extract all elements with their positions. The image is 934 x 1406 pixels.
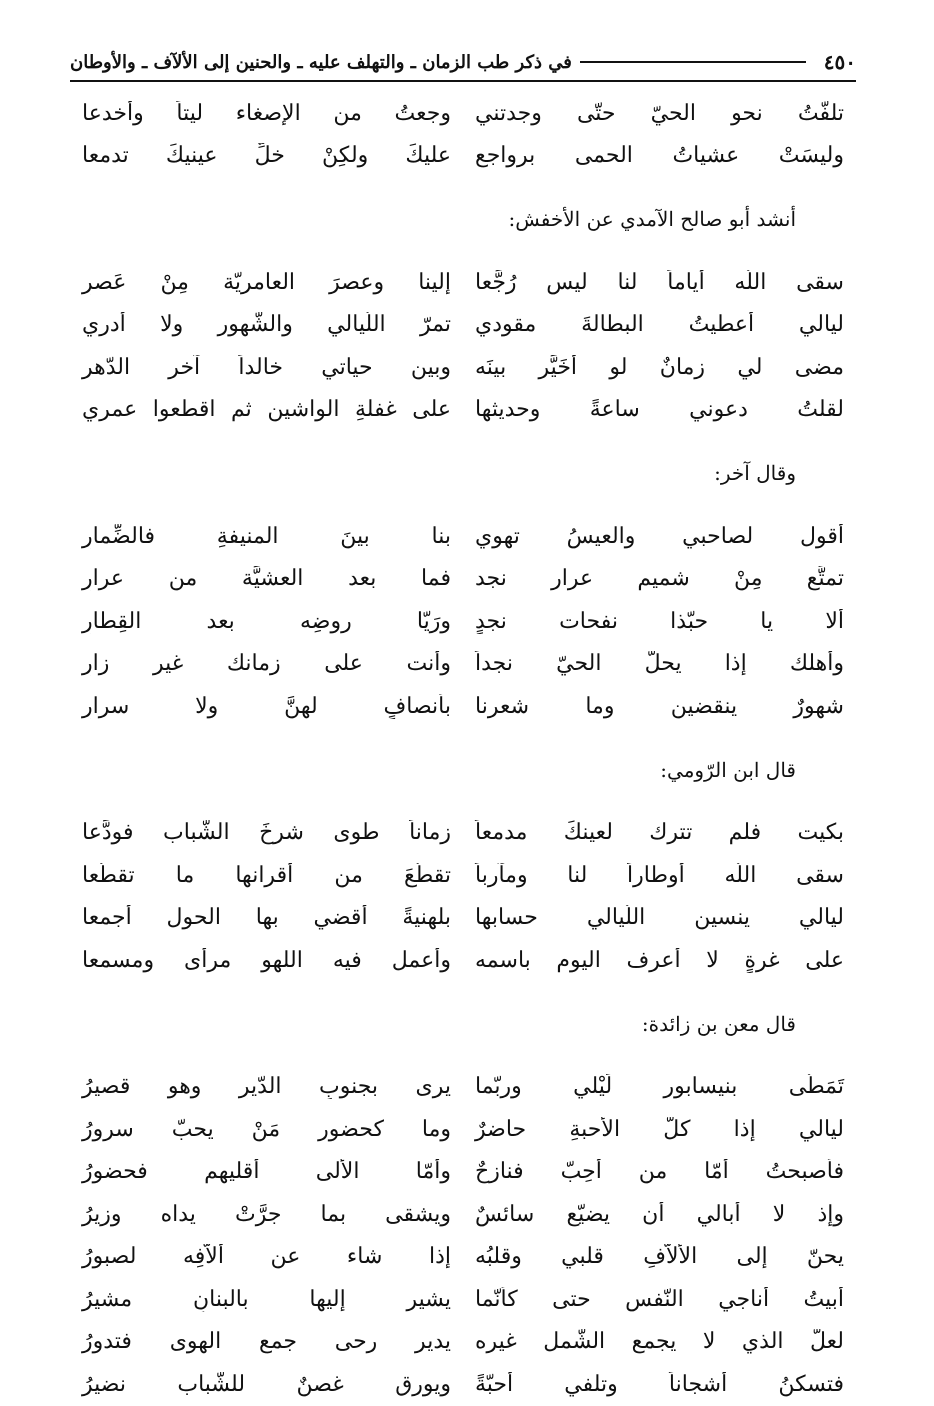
second-hemistich: على غفلةِ الواشين ثم اقطعوا عمري (82, 397, 451, 423)
second-hemistich: تقطَّعَ من أقرانها ما تقطَّعا (82, 862, 451, 888)
first-hemistich: يحنّ إلى الألاّفِ قلبي وقلبُه (475, 1244, 844, 1270)
couplet (70, 304, 856, 347)
section-gap (70, 431, 856, 451)
couplet (70, 1108, 856, 1151)
second-hemistich: ويورق غصنٌ للشّباب نضيرُ (82, 1371, 451, 1397)
couplet (70, 1066, 856, 1109)
intro-gap (70, 792, 856, 812)
first-hemistich: بكيت فلم تترك لعينكَ مدمعاً (475, 820, 844, 846)
couplet (70, 600, 856, 643)
section-gap (70, 982, 856, 1002)
couplet (70, 939, 856, 982)
intro-gap (70, 1046, 856, 1066)
second-hemistich: بلهنيةً أقضي بها الحول أجمعا (82, 905, 451, 931)
first-hemistich: فتسكنُ أشجاناً وتلفي أحبّةً (475, 1371, 844, 1397)
couplet (70, 1278, 856, 1321)
poem-intro: وقال آخر: (714, 461, 796, 485)
first-hemistich: ألا يا حبّذا نفحات نجدٍ (475, 608, 844, 634)
section-gap (70, 177, 856, 197)
couplet (70, 1193, 856, 1236)
couplet (70, 854, 856, 897)
second-hemistich: ورَيّا روضِه بعد القِطارِ (82, 608, 451, 634)
couplet (70, 685, 856, 728)
intro-gap (70, 495, 856, 515)
first-hemistich: وأهلك إذا يحلُّ الحيّ نجداً (475, 651, 844, 677)
couplet (70, 515, 856, 558)
first-hemistich: أقول لصاحبي والعيسُ تهوي (475, 523, 844, 549)
second-hemistich: زماناً طوى شرخَ الشّباب فودَّعا (82, 820, 451, 846)
first-hemistich: مضى لي زمانٌ لو أُخَيَّر بينَه (475, 354, 844, 380)
first-hemistich: فأصبحتُ أمّا من أُحِبّ فنازحٌ (475, 1159, 844, 1185)
couplet (70, 346, 856, 389)
first-hemistich: لقلتُ دعوني ساعةً وحديثها (475, 397, 844, 423)
couplet (70, 261, 856, 304)
second-hemistich: عليكَ ولكِنْ خلِّ عينيكَ تدمعا (82, 143, 451, 169)
couplet (70, 1363, 856, 1406)
second-hemistich: يدير رحى جمع الهوى فتدورُ (82, 1329, 451, 1355)
second-hemistich: وبين حياتي خالداً آخر الدّهرِ (82, 354, 451, 380)
second-hemistich: وجعتُ من الإصغاء ليتاً وأخدعا (82, 100, 451, 126)
second-hemistich: تمرّ اللّيالي والشّهور ولا أدري (82, 312, 451, 338)
couplet (70, 643, 856, 686)
first-hemistich: أبيتُ أناجي النّفس حتى كأنّما (475, 1286, 844, 1312)
couplet (70, 1236, 856, 1279)
first-hemistich: شهورٌ ينقضين وما شعرنا (475, 693, 844, 719)
poem-intro: قال ابن الرّومي: (660, 757, 796, 782)
first-hemistich: ليالي أُعطيتُ البطالةَ مقودي (475, 312, 844, 338)
poem-intro: قال معن بن زائدة: (641, 1011, 796, 1036)
second-hemistich: وأعمل فيه اللهو مرأى ومسمعا (82, 947, 451, 973)
first-hemistich: وليسَتْ عشياتُ الحمى برواجعٍ (475, 143, 844, 169)
poem-intro: أنشد أبو صالح الآمدي عن الأخفش: (508, 207, 796, 231)
second-hemistich: وأمّا الألى أقليهم فحضورُ (82, 1159, 451, 1185)
second-hemistich: يرى بجنوبِ الدّيرِ وهو قصيرُ (82, 1074, 451, 1100)
page-number: ٤٥٠ (823, 50, 856, 74)
page-header (70, 44, 856, 82)
couplet (70, 92, 856, 135)
second-hemistich: وما كحضور مَنْ يحبّ سرورُ (82, 1116, 451, 1142)
first-hemistich: تَمَطّى بنيسابور لَيْلي وربّما (475, 1074, 844, 1100)
running-title: في ذكر طب الزمان ـ والتهلف عليه ـ والحنين إلى الألآف ـ والأوطان (70, 51, 572, 73)
second-hemistich: إذا شاء عن أُلاّفِه لصبورُ (82, 1244, 451, 1270)
second-hemistich: وأنت على زمانك غير زارِ (82, 651, 451, 677)
couplet (70, 135, 856, 178)
second-hemistich: يشير إليها بالبنانِ مشيرُ (82, 1286, 451, 1312)
first-hemistich: لعلّ الذي لا يجمع الشّمل غيره (475, 1329, 844, 1355)
second-hemistich: بأنصافٍ لهنَّ ولا سرارِ (82, 693, 451, 719)
couplet (70, 812, 856, 855)
first-hemistich: ليالي ينسين اللّيالي حسابها (475, 905, 844, 931)
couplet (70, 389, 856, 432)
second-hemistich: بنا بينَ المنيفةِ فالضِّمارِ (82, 523, 451, 549)
intro-gap (70, 241, 856, 261)
first-hemistich: سقى اللّه أياماً لنا ليس رُجَّعا (475, 269, 844, 295)
couplet (70, 1151, 856, 1194)
poem-content (70, 92, 856, 1406)
couplet (70, 558, 856, 601)
couplet (70, 1321, 856, 1364)
couplet (70, 897, 856, 940)
first-hemistich: تمتَّع مِنْ شميم عرار نجد (475, 566, 844, 592)
header-rule (580, 61, 806, 63)
first-hemistich: على غرةٍ لا أعرف اليوم باسمه (475, 947, 844, 973)
first-hemistich: سقى اللّه أوطاراً لنا ومآرباً (475, 862, 844, 888)
second-hemistich: ويشقى بما جرَّتْ يداه وزيرُ (82, 1201, 451, 1227)
second-hemistich: فما بعد العشيَّة من عرارِ (82, 566, 451, 592)
first-hemistich: تلفّتُ نحو الحيّ حتّى وجدتني (475, 100, 844, 126)
second-hemistich: إلينا وعصرَ العامريّة مِنْ عَصرِ (82, 269, 451, 295)
first-hemistich: ليالي إذا كلّ الأحبةِ حاضرٌ (475, 1116, 844, 1142)
section-gap (70, 728, 856, 748)
first-hemistich: وإذ لا أبالي أن يضيّع سائسٌ (475, 1201, 844, 1227)
